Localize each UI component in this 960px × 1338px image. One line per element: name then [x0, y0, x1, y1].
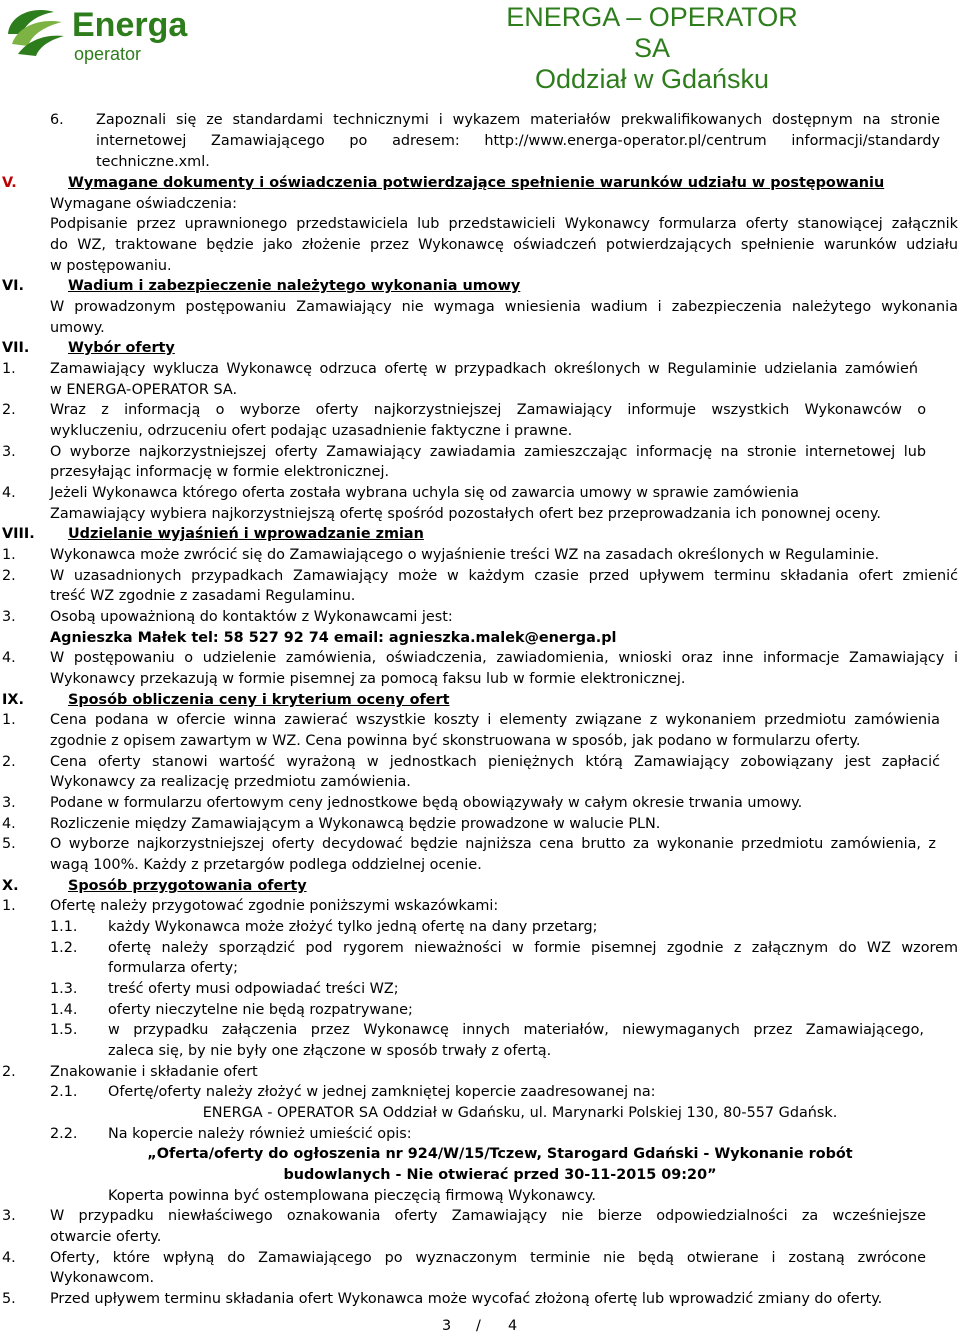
- section-heading: Wymagane dokumenty i oświadczenia potwierdzające spełnienie warunków udziału w postępowaniu: [68, 175, 885, 191]
- text-line: Podane w formularzu ofertowym ceny jednostkowe będą obowiązywały w całym okresie trwania umowy.: [50, 795, 803, 811]
- text-line: Cena oferty stanowi wartość wyrażoną w jednostkach pieniężnych którą Zamawiający zobowiązany jest zapłacić: [50, 754, 940, 770]
- list-number: 1.: [2, 547, 16, 563]
- list-number: 1.5.: [50, 1022, 78, 1038]
- section-number: V.: [2, 175, 17, 191]
- list-number: 2.: [2, 402, 16, 418]
- text-line: każdy Wykonawca może złożyć tylko jedną ofertę na dany przetarg;: [108, 919, 598, 935]
- section-number: VII.: [2, 340, 30, 356]
- list-number: 3.: [2, 609, 16, 625]
- list-number: 4.: [2, 816, 16, 832]
- page-number: [0, 1316, 960, 1338]
- text-line: Zamawiający wyklucza Wykonawcę odrzuca ofertę w przypadkach określonych w Regulaminie udzielania zamówień: [50, 361, 918, 377]
- text-line: Podpisanie przez uprawnionego przedstawiciela lub przedstawicieli Wykonawcy formularza oferty stanowiącej załącznik: [50, 216, 958, 232]
- text-line: O wyborze najkorzystniejszej oferty decydować będzie najniższa cena brutto za wykonanie przedmiotu zamówienia, z: [50, 836, 936, 852]
- text-line: Wymagane oświadczenia:: [50, 196, 237, 212]
- text-line: Na kopercie należy również umieścić opis:: [108, 1126, 412, 1142]
- section-heading: Sposób obliczenia ceny i kryterium oceny ofert: [68, 692, 450, 708]
- list-number: 3.: [2, 444, 16, 460]
- text-line: Rozliczenie między Zamawiającym a Wykonawcą będzie prowadzone w walucie PLN.: [50, 816, 661, 832]
- text-line: O wyborze najkorzystniejszej oferty Zamawiający zawiadamia zamieszczając informację na stronie internetowej lub: [50, 444, 926, 460]
- text-line: techniczne.xml.: [96, 154, 210, 170]
- logo-subtitle: operator: [74, 44, 142, 64]
- list-number: 5.: [2, 836, 16, 852]
- text-line: Wykonawcy za realizację przedmiotu zamówienia.: [50, 774, 411, 790]
- page-separator: /: [476, 1318, 481, 1334]
- section-heading: Udzielanie wyjaśnień i wprowadzanie zmian: [68, 526, 424, 542]
- text-line: Oferty, które wpłyną do Zamawiającego po wyznaczonym terminie nie będą otwierane i zostaną zwrócone: [50, 1250, 926, 1266]
- section-heading: Wadium i zabezpieczenie należytego wykonania umowy: [68, 278, 521, 294]
- text-line: Osobą upoważnioną do kontaktów z Wykonawcami jest:: [50, 609, 453, 625]
- text-line: umowy.: [50, 320, 105, 336]
- header-title-line2: Oddział w Gdańsku: [534, 64, 770, 94]
- envelope-label: „Oferta/oferty do ogłoszenia nr 924/W/15/Tczew, Starogard Gdański - Wykonanie robót: [147, 1146, 853, 1162]
- text-line: zgodnie z opisem zawartym w WZ. Cena powinna być skonstruowana w sposób, jak podano w formularzu oferty.: [50, 733, 861, 749]
- header-title: [502, 2, 802, 95]
- text-line: w przypadku załączenia przez Wykonawcę innych materiałów, niewymaganych przez Zamawiającego,: [108, 1022, 924, 1038]
- text-line: przesyłając informację w formie elektronicznej.: [50, 464, 390, 480]
- contact-person: Agnieszka Małek tel: 58 527 92 74 email: agnieszka.malek@energa.pl: [50, 630, 617, 646]
- list-number: 1.: [2, 361, 16, 377]
- text-line: Wykonawcom.: [50, 1270, 155, 1286]
- text-line: Ofertę należy przygotować zgodnie poniższymi wskazówkami:: [50, 898, 499, 914]
- text-line: wagą 100%. Każdy z przetargów podlega oddzielnej ocenie.: [50, 857, 482, 873]
- text-line: Wykonawca może zwrócić się do Zamawiającego o wyjaśnienie treści WZ na zasadach określonych w Regulaminie.: [50, 547, 880, 563]
- list-number: 2.2.: [50, 1126, 78, 1142]
- list-number: 4.: [2, 1250, 16, 1266]
- text-line: internetowej Zamawiającego po adresem: http://www.energa-operator.pl/centrum informacji/standardy: [96, 133, 940, 149]
- list-number: 4.: [2, 485, 16, 501]
- text-line: Wraz z informacją o wyborze oferty najkorzystniejszej Zamawiający informuje wszystkich Wykonawców o: [50, 402, 926, 418]
- section-number: X.: [2, 878, 19, 894]
- list-number: 1.1.: [50, 919, 78, 935]
- text-line: Cena podana w ofercie winna zawierać wszystkie koszty i elementy związane z wykonaniem przedmiotu zamówienia: [50, 712, 940, 728]
- text-line: Zapoznali się ze standardami technicznymi i wykazem materiałów prekwalifikowanych dostępnym na stronie: [96, 112, 940, 128]
- text-line: Znakowanie i składanie ofert: [50, 1064, 258, 1080]
- list-number: 1.: [2, 712, 16, 728]
- address-line: ENERGA - OPERATOR SA Oddział w Gdańsku, ul. Marynarki Polskiej 130, 80-557 Gdańsk.: [202, 1105, 838, 1121]
- text-line: Wykonawcy przekazują w formie pisemnej za pomocą faksu lub w formie elektronicznej.: [50, 671, 686, 687]
- list-number: 1.2.: [50, 940, 78, 956]
- text-line: w postępowaniu.: [50, 258, 172, 274]
- text-line: ofertę należy sporządzić pod rygorem nieważności w formie pisemnej zgodnie z załącznym do WZ wzorem: [108, 940, 958, 956]
- text-line: Jeżeli Wykonawca którego oferta została wybrana uchyla się od zawarcia umowy w sprawie zamówienia: [50, 485, 799, 501]
- list-number: 6.: [50, 112, 64, 128]
- section-number: VI.: [2, 278, 24, 294]
- text-line: formularza oferty;: [108, 960, 239, 976]
- text-line: W postępowaniu o udzielenie zamówienia, oświadczenia, zawiadomienia, wnioski oraz inne informacje Zamawiający i: [50, 650, 958, 666]
- text-line: treść WZ zgodnie z zasadami Regulaminu.: [50, 588, 356, 604]
- section-heading: Wybór oferty: [68, 340, 175, 356]
- text-line: w ENERGA-OPERATOR SA.: [50, 382, 238, 398]
- list-number: 5.: [2, 1291, 16, 1307]
- text-line: W uzasadnionych przypadkach Zamawiający może w każdym czasie przed upływem terminu składania ofert zmienić: [50, 568, 958, 584]
- text-line: otwarcie oferty.: [50, 1229, 162, 1245]
- text-line: zaleca się, by nie były one złączone w sposób trwały z ofertą.: [108, 1043, 552, 1059]
- text-line: Ofertę/oferty należy złożyć w jednej zamkniętej kopercie zaadresowanej na:: [108, 1084, 656, 1100]
- list-number: 1.3.: [50, 981, 78, 997]
- energa-logo-icon: [4, 4, 68, 60]
- text-line: oferty nieczytelne nie będą rozpatrywane;: [108, 1002, 413, 1018]
- list-number: 1.: [2, 898, 16, 914]
- text-line: treść oferty musi odpowiadać treści WZ;: [108, 981, 399, 997]
- list-number: 3.: [2, 1208, 16, 1224]
- logo-wordmark: Energa: [72, 6, 188, 44]
- text-line: do WZ, traktowane będzie jako złożenie przez Wykonawcę oświadczeń potwierdzających spełnienie warunków udziału: [50, 237, 958, 253]
- section-heading: Sposób przygotowania oferty: [68, 878, 307, 894]
- text-line: Zamawiający wybiera najkorzystniejszą ofertę spośród pozostałych ofert bez przeprowadzania ich ponownej oceny.: [50, 506, 881, 522]
- text-line: W prowadzonym postępowaniu Zamawiający nie wymaga wniesienia wadium i zabezpieczenia należytego wykonania: [50, 299, 958, 315]
- text-line: W przypadku niewłaściwego oznakowania oferty Zamawiający nie bierze odpowiedzialności za wcześniejsze: [50, 1208, 926, 1224]
- list-number: 1.4.: [50, 1002, 78, 1018]
- text-line: Koperta powinna być ostemplowana pieczęcią firmową Wykonawcy.: [108, 1188, 596, 1204]
- header-title-line1: ENERGA – OPERATOR SA: [506, 2, 798, 63]
- list-number: 2.: [2, 754, 16, 770]
- section-number: IX.: [2, 692, 24, 708]
- envelope-label: budowlanych - Nie otwierać przed 30-11-2015 09:20”: [283, 1167, 717, 1183]
- text-line: wykluczeniu, odrzuceniu ofert podając uzasadnienie faktyczne i prawne.: [50, 423, 573, 439]
- section-number: VIII.: [2, 526, 35, 542]
- list-number: 2.1.: [50, 1084, 78, 1100]
- page-total: 4: [508, 1318, 518, 1334]
- text-line: Przed upływem terminu składania ofert Wykonawca może wycofać złożoną ofertę lub wprowadzić zmiany do oferty.: [50, 1291, 883, 1307]
- list-number: 4.: [2, 650, 16, 666]
- page-current: 3: [442, 1318, 452, 1334]
- list-number: 2.: [2, 568, 16, 584]
- list-number: 3.: [2, 795, 16, 811]
- list-number: 2.: [2, 1064, 16, 1080]
